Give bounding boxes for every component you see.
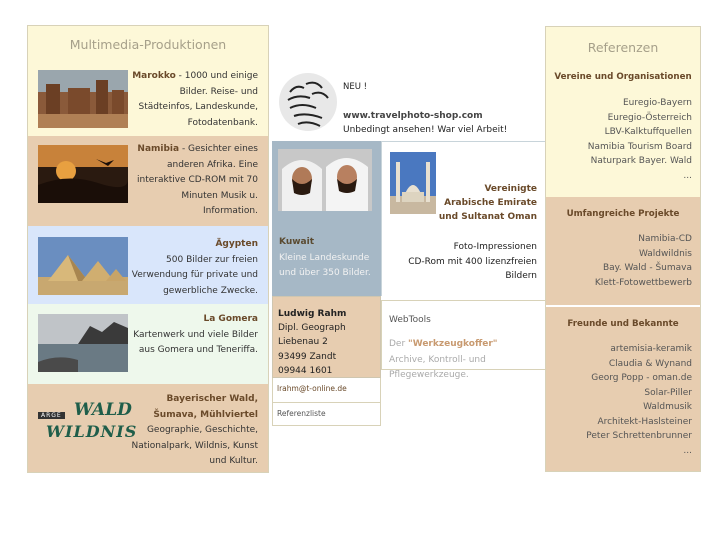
webtools-text: Archive, Kontroll- und Pflegewerkzeuge. (389, 355, 486, 380)
contact-name: Ludwig Rahm (278, 309, 347, 319)
projekte-heading: Umfangreiche Projekte (566, 209, 680, 219)
ref-waldmusik[interactable]: Waldmusik (643, 402, 692, 412)
referenzliste-box (272, 403, 381, 426)
contact-address (272, 296, 381, 378)
ref-lbv-kalktuffquellen[interactable]: LBV-Kalktuffquellen (604, 127, 692, 137)
contact-phone: 09944 1601 (278, 365, 333, 376)
referenzliste-link[interactable]: Referenzliste (277, 409, 326, 418)
gomera-text: La Gomera Kartenwerk und viele Bilder aus Gomera und Teneriffa. (133, 314, 258, 355)
webtools-panel[interactable] (381, 300, 546, 380)
zebra-image[interactable] (276, 72, 340, 134)
ref-waldwildnis[interactable]: Waldwildnis (638, 248, 692, 259)
product-namibia[interactable] (28, 136, 268, 226)
ref-more-freunde[interactable]: ... (683, 445, 692, 456)
gomera-title[interactable]: La Gomera (203, 314, 258, 324)
ref-euregio-oesterreich[interactable]: Euregio-Österreich (607, 112, 692, 123)
kuwait-portrait-image[interactable] (278, 149, 372, 211)
kuwait-title[interactable]: Kuwait (279, 237, 314, 247)
multimedia-column (27, 25, 269, 473)
neu-label: NEU ! (343, 82, 368, 92)
product-marokko[interactable] (28, 63, 268, 136)
product-bayerischer-wald[interactable] (28, 384, 268, 472)
aegypten-text: Ägypten 500 Bilder zur freien Verwendung für private und gewerbliche Zwecke. (131, 239, 258, 296)
contact-street: Liebenau 2 (278, 337, 328, 348)
bayerischer-wald-title[interactable]: Bayerischer Wald, Šumava, Mühlviertel (153, 394, 258, 420)
shop-text: Unbedingt ansehen! War viel Arbeit! (343, 125, 508, 135)
shop-banner (272, 66, 546, 141)
referenzen-column (545, 26, 701, 472)
kuwait-text: Kleine Landeskunde und über 350 Bilder. (279, 253, 371, 278)
vereine-heading: Vereine und Organisationen (554, 72, 692, 82)
ref-georg-popp[interactable]: Georg Popp - oman.de (591, 373, 692, 383)
uae-text: Foto-Impressionen CD-Rom mit 400 lizenzfreien Bildern (408, 242, 537, 281)
webtools-label: Der "Werkzeugkoffer" (389, 339, 498, 349)
contact-title: Dipl. Geograph (278, 323, 346, 334)
ref-claudia-wynand[interactable]: Claudia & Wynand (608, 358, 692, 369)
ref-solar-piller[interactable]: Solar-Piller (644, 387, 692, 398)
uae-panel[interactable] (381, 141, 546, 296)
referenzen-title: Referenzen (587, 40, 659, 55)
marokko-title[interactable]: Marokko (132, 71, 176, 81)
bayerischer-wald-text: Bayerischer Wald, Šumava, Mühlviertel Geographie, Geschichte, Nationalpark, Wildnis, Kunst und Kultur. (131, 394, 258, 466)
webtools-title[interactable]: WebTools (389, 315, 431, 325)
aegypten-title[interactable]: Ägypten (215, 239, 258, 249)
ref-euregio-bayern[interactable]: Euregio-Bayern (622, 98, 692, 108)
mosque-image[interactable] (390, 152, 436, 214)
ref-naturpark-bayer-wald[interactable]: Naturpark Bayer. Wald (590, 156, 692, 166)
ref-namibia-tourism-board[interactable]: Namibia Tourism Board (587, 141, 692, 152)
ref-klett-fotowettbewerb[interactable]: Klett-Fotowettbewerb (594, 277, 692, 288)
namibia-thumbnail[interactable] (38, 145, 128, 203)
ref-namibia-cd[interactable]: Namibia-CD (638, 234, 692, 244)
kuwait-panel[interactable] (272, 141, 381, 296)
marokko-thumbnail[interactable] (38, 70, 128, 128)
aegypten-thumbnail[interactable] (38, 237, 128, 295)
namibia-text: Namibia - Gesichter eines anderen Afrika. Eine interaktive CD-ROM mit 70 Minuten Musik u. Information. (137, 144, 258, 216)
multimedia-title: Multimedia-Produktionen (28, 26, 268, 63)
ref-architekt-haslsteiner[interactable]: Architekt-Haslsteiner (597, 416, 692, 427)
referenzen-section-projekte (546, 197, 700, 305)
product-la-gomera[interactable] (28, 304, 268, 384)
ref-more-vereine[interactable]: ... (683, 170, 692, 181)
waldwildnis-logo[interactable]: ARGE WALD WILDNIS (36, 398, 128, 452)
gomera-thumbnail[interactable] (38, 314, 128, 372)
ref-bay-wald-sumava[interactable]: Bay. Wald - Šumava (602, 263, 692, 273)
referenzen-section-freunde (546, 307, 700, 471)
ref-peter-schrettenbrunner[interactable]: Peter Schrettenbrunner (586, 431, 692, 441)
contact-city: 93499 Zandt (278, 351, 337, 362)
referenzen-section-vereine (546, 27, 700, 197)
shop-link[interactable]: www.travelphoto-shop.com (343, 111, 483, 121)
marokko-text: Marokko - 1000 und einige Bilder. Reise- und Städteinfos, Landeskunde, Fotodatenbank. (132, 71, 258, 128)
uae-title[interactable]: Vereinigte Arabische Emirate und Sultanat Oman (438, 184, 537, 222)
ref-artemisia-keramik[interactable]: artemisia-keramik (610, 344, 692, 354)
namibia-title[interactable]: Namibia (137, 144, 180, 154)
freunde-heading: Freunde und Bekannte (567, 319, 679, 329)
product-aegypten[interactable] (28, 226, 268, 304)
email-box (272, 378, 381, 403)
email-link[interactable]: lrahm@t-online.de (277, 384, 347, 393)
